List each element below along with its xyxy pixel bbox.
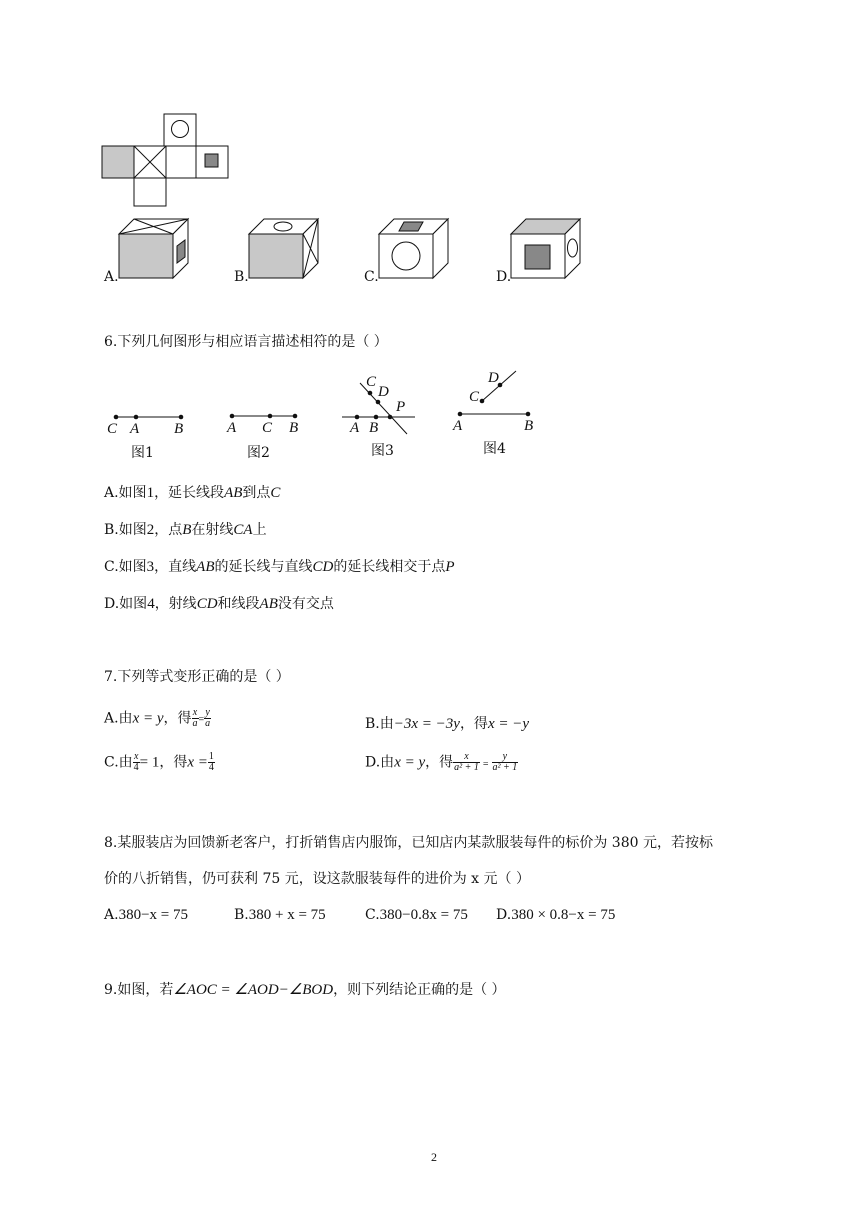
opt-prefix: A.由 [104,710,133,727]
math-expr: 380 × 0.8−x = 75 [511,907,616,923]
q7-option-d [365,752,518,774]
opt-text: 到点 [242,485,271,501]
fig4-caption: 图4 [483,441,506,457]
denominator: 4 [133,762,139,773]
q8-option-c [365,906,468,924]
opt-text: 在射线 [191,522,234,538]
fig2-caption: 图2 [247,445,270,461]
opt-text: ，点 [154,522,183,538]
fig4-point-b: B [524,418,534,434]
q9-stem [104,981,506,999]
math-expr: x = y [394,754,426,771]
fraction [133,752,140,773]
math-var: AB [196,559,215,575]
opt-text: 和线段 [217,596,260,612]
fig3-point-d: D [378,384,389,400]
cube-option-d [508,217,584,281]
opt-letter: D. [496,907,512,923]
fig1-caption: 图1 [131,445,154,461]
fraction [192,708,199,729]
opt-text: 的延长线与直线 [214,559,313,575]
q7-stem: 7.下列等式变形正确的是（ ） [104,669,290,685]
q6-option-c [104,558,455,576]
q7-option-b [365,715,529,733]
fig2-point-c: C [262,420,273,436]
q8-option-d [496,906,615,924]
opt-text: ，得 [159,754,188,771]
numerator: x [133,751,139,762]
figure-number: 1 [146,485,155,501]
denominator: a² + 1 [454,762,479,773]
opt-letter: B. [234,907,249,923]
opt-prefix: B.由 [365,716,394,732]
fig2-point-a: A [227,420,237,436]
numerator: x [453,752,480,763]
opt-letter: A. [104,907,119,923]
q5-option-d-letter: D. [496,269,512,285]
q5-option-a-letter: A. [104,269,119,285]
fig4-point-d: D [488,370,499,386]
cube-net-figure [100,112,230,208]
fig4-point-a: A [453,418,463,434]
fig3-point-a: A [350,420,360,436]
cube-option-b [246,217,322,281]
fraction [208,752,215,773]
figure-number: 2 [146,522,155,538]
denominator: a [205,718,211,729]
math-var: C [270,485,281,501]
math-expr: x = y [132,710,164,727]
math-expr: ∠AOC = ∠AOD−∠BOD [173,982,334,998]
opt-prefix: B.如图 [104,522,147,538]
q9-suffix: ，则下列结论正确的是（ ） [333,982,506,998]
q8-stem-line2: 价的八折销售，仍可获利 75 元，设这款服装每件的进价为 x 元（ ） [104,871,530,887]
opt-text: ，延长线段 [154,485,225,501]
fig2-point-b: B [289,420,299,436]
opt-text: ，得 [425,754,454,771]
fraction [204,708,211,729]
math-expr: 380 + x = 75 [248,907,326,923]
q8-option-a [104,906,188,924]
opt-text: ，直线 [154,559,197,575]
denominator: a [192,718,198,729]
math-var: B [182,522,192,538]
math-var: CD [196,596,218,612]
opt-text: ，得 [163,710,192,727]
numerator: y [492,752,519,763]
q9-prefix: 9.如图，若 [104,982,174,998]
numerator: x [192,707,198,718]
fig4-point-c: C [469,389,480,405]
fig3-point-p: P [396,399,406,415]
fraction [453,752,480,773]
math-var: AB [259,596,278,612]
equals: = [198,714,205,726]
denominator: a² + 1 [492,762,518,773]
denominator: 4 [208,762,214,773]
fig1-point-b: B [174,421,184,437]
fig1-point-a: A [130,421,140,437]
opt-letter: C. [365,907,380,923]
fig1-point-c: C [107,421,118,437]
cube-option-a [116,217,192,281]
math-expr: x = −y [487,716,529,732]
q8-stem-line1: 8.某服装店为回馈新老客户，打折销售店内服饰，已知店内某款服装每件的标价为 380 元，若按标 [104,835,713,851]
math-expr: x = [187,754,208,771]
equals: = [482,758,489,770]
fraction [492,752,519,773]
math-var: CD [312,559,334,575]
q6-option-a [104,484,280,502]
opt-prefix: D.由 [365,754,395,771]
opt-text: 上 [252,522,267,538]
math-var: AB [224,485,243,501]
page-number: 2 [431,1150,437,1164]
opt-prefix: C.由 [104,754,133,771]
figure-number: 3 [146,559,155,575]
opt-text: ，射线 [154,596,197,612]
math-var: P [445,559,455,575]
opt-prefix: C.如图 [104,559,147,575]
q6-stem: 6.下列几何图形与相应语言描述相符的是（ ） [104,334,388,350]
math-expr: −3x = −3y [393,716,460,732]
opt-text: ，得 [459,716,488,732]
math-expr: 380−0.8x = 75 [379,907,468,923]
numerator: 1 [208,751,214,762]
math-expr: 380−x = 75 [118,907,188,923]
q6-option-b [104,521,267,539]
cube-option-c [376,217,452,281]
q5-option-b-letter: B. [234,269,249,285]
figure-number: 4 [147,596,155,612]
opt-prefix: D.如图 [104,596,148,612]
math-var: CA [233,522,253,538]
opt-text: 没有交点 [277,596,334,612]
q6-option-d [104,595,334,613]
q7-option-c [104,752,215,773]
q8-option-b [234,906,326,924]
fig3-point-b: B [369,420,379,436]
opt-prefix: A.如图 [104,485,147,501]
numerator: y [205,707,210,718]
math-expr: = 1 [139,754,160,771]
q7-option-a [104,708,211,730]
fig3-caption: 图3 [371,443,394,459]
fig3-point-c: C [366,374,377,390]
q5-option-c-letter: C. [364,269,379,285]
opt-text: 的延长线相交于点 [333,559,446,575]
